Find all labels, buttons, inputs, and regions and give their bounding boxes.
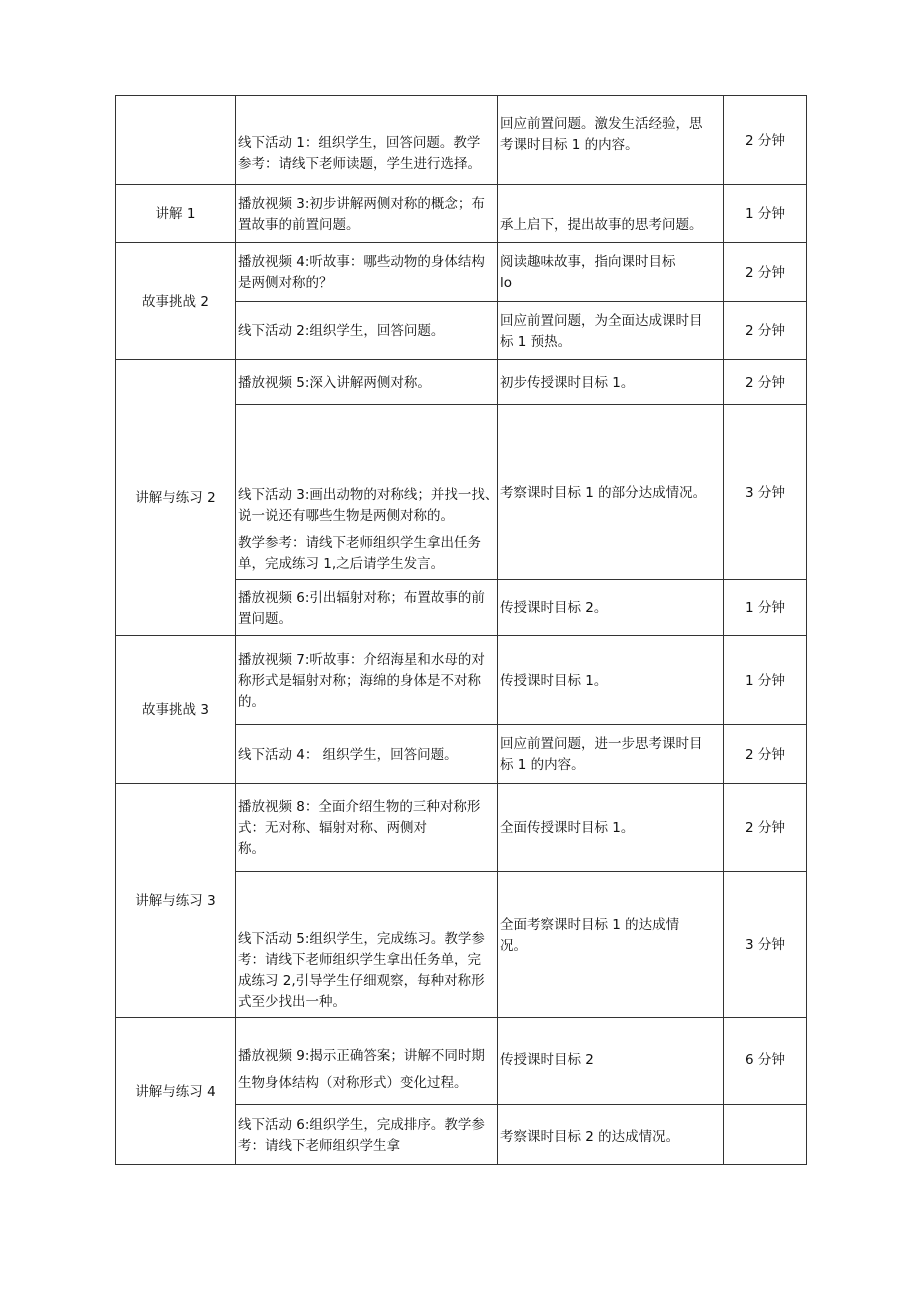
activity-line: 参考：请线下老师读题，学生进行选择。: [238, 156, 481, 172]
table-row: [116, 636, 807, 725]
activity-cell: [236, 636, 498, 725]
activity-cell: [236, 185, 498, 243]
time-cell: 3 分钟: [724, 405, 807, 580]
activity-line: 说一说还有哪些生物是两侧对称的。: [238, 508, 454, 524]
goal-cell: [498, 185, 724, 243]
activity-cell: [236, 725, 498, 784]
goal-cell: [498, 784, 724, 872]
activity-line: 播放视频 5:深入讲解两侧对称。: [238, 374, 431, 391]
activity-line: 式至少找出一种。: [238, 994, 346, 1010]
table-row: [116, 784, 807, 872]
activity-line: 生物身体结构（对称形式）变化过程。: [238, 1075, 468, 1091]
stage-cell: 讲解与练习 3: [116, 784, 236, 1018]
goal-cell: [498, 580, 724, 636]
activity-cell: [236, 784, 498, 872]
time-cell: 3 分钟: [724, 872, 807, 1018]
activity-line: 播放视频 6:引出辐射对称；布置故事的前: [238, 589, 485, 606]
activity-line: 播放视频 4:听故事：哪些动物的身体结构: [238, 254, 485, 270]
activity-line: 线下活动 3:画出动物的对称线；并找一找、: [238, 487, 499, 503]
time-cell: 1 分钟: [724, 185, 807, 243]
activity-cell: [236, 580, 498, 636]
stage-cell: 故事挑战 2: [116, 243, 236, 360]
time-cell: 2 分钟: [724, 302, 807, 360]
activity-line: 成练习 2,引导学生仔细观察，每种对称形: [238, 973, 485, 989]
goal-line: 标 1 的内容。: [500, 757, 585, 773]
time-cell: 2 分钟: [724, 243, 807, 302]
goal-cell: [498, 360, 724, 405]
activity-line: 线下活动 1：组织学生，回答问题。教学: [238, 135, 481, 151]
activity-line: 考：请线下老师组织学生拿: [238, 1137, 400, 1154]
lesson-plan-table: [115, 95, 807, 1165]
activity-line: 播放视频 3:初步讲解两侧对称的概念；布: [238, 195, 485, 212]
goal-line: [500, 194, 721, 215]
time-cell: 1 分钟: [724, 636, 807, 725]
stage-cell: 讲解 1: [116, 185, 236, 243]
time-cell: 2 分钟: [724, 360, 807, 405]
goal-line: 考课时目标 1 的内容。: [500, 137, 639, 153]
goal-line: 全面传授课时目标 1。: [500, 820, 635, 836]
activity-cell: [236, 405, 498, 580]
goal-line: 传授课时目标 2。: [500, 600, 608, 616]
time-cell: 6 分钟: [724, 1018, 807, 1105]
goal-line: 承上启下，提出故事的思考问题。: [500, 216, 703, 233]
activity-cell: [236, 1018, 498, 1105]
activity-line: 式：无对称、辐射对称、两侧对: [238, 820, 427, 836]
goal-line: 标 1 预热。: [500, 333, 572, 350]
activity-cell: [236, 96, 498, 185]
table-row: [116, 1018, 807, 1105]
activity-line: 线下活动 4： 组织学生，回答问题。: [238, 746, 458, 763]
goal-cell: [498, 1018, 724, 1105]
stage-cell: 讲解与练习 2: [116, 360, 236, 636]
stage-cell: [116, 96, 236, 185]
goal-line: 全面考察课时目标 1 的达成情: [500, 916, 680, 933]
goal-line: 回应前置问题，进一步思考课时目: [500, 736, 703, 752]
activity-line: 线下活动 2:组织学生，回答问题。: [238, 323, 445, 339]
goal-line: 况。: [500, 937, 527, 954]
activity-line: 的。: [238, 693, 265, 710]
activity-cell: [236, 360, 498, 405]
activity-line: 置问题。: [238, 610, 292, 627]
activity-cell: [236, 243, 498, 302]
goal-cell: [498, 725, 724, 784]
activity-line: 教学参考：请线下老师组织学生拿出任务: [238, 535, 481, 551]
goal-line: 阅读趣味故事，指向课时目标: [500, 254, 676, 270]
goal-line: lo: [500, 275, 513, 291]
stage-cell: 故事挑战 3: [116, 636, 236, 784]
activity-line: 考：请线下老师组织学生拿出任务单，完: [238, 952, 481, 968]
activity-line: 播放视频 8：全面介绍生物的三种对称形: [238, 799, 481, 815]
time-cell: 2 分钟: [724, 96, 807, 185]
goal-cell: [498, 96, 724, 185]
time-cell: 2 分钟: [724, 784, 807, 872]
activity-cell: [236, 872, 498, 1018]
activity-line: 播放视频 7:听故事：介绍海星和水母的对: [238, 651, 485, 668]
stage-cell: 讲解与练习 4: [116, 1018, 236, 1165]
table-row: [116, 185, 807, 243]
goal-cell: [498, 636, 724, 725]
time-cell: 2 分钟: [724, 725, 807, 784]
activity-line: 称形式是辐射对称；海绵的身体是不对称: [238, 672, 481, 689]
goal-cell: [498, 1105, 724, 1165]
time-cell: [724, 1105, 807, 1165]
goal-cell: [498, 302, 724, 360]
goal-cell: [498, 405, 724, 580]
goal-line: 初步传授课时目标 1。: [500, 374, 635, 391]
activity-cell: [236, 1105, 498, 1165]
goal-cell: [498, 243, 724, 302]
goal-line: 考察课时目标 1 的部分达成情况。: [500, 484, 707, 501]
goal-line: 回应前置问题。激发生活经验，思: [500, 116, 703, 132]
activity-line: 线下活动 5:组织学生，完成练习。教学参: [238, 931, 485, 947]
goal-line: 考察课时目标 2 的达成情况。: [500, 1129, 680, 1145]
goal-line: 传授课时目标 1。: [500, 672, 608, 689]
activity-line: 播放视频 9:揭示正确答案；讲解不同时期: [238, 1048, 485, 1064]
table-row: [116, 96, 807, 185]
activity-line: 单，完成练习 1,之后请学生发言。: [238, 556, 445, 572]
time-cell: 1 分钟: [724, 580, 807, 636]
goal-cell: [498, 872, 724, 1018]
activity-line: 称。: [238, 841, 265, 857]
table-row: [116, 243, 807, 302]
activity-line: 是两侧对称的？: [238, 275, 333, 291]
goal-line: 回应前置问题，为全面达成课时目: [500, 312, 703, 329]
activity-line: 置故事的前置问题。: [238, 216, 360, 233]
table-row: [116, 360, 807, 405]
goal-line: 传授课时目标 2: [500, 1052, 594, 1068]
activity-cell: [236, 302, 498, 360]
activity-line: 线下活动 6:组织学生，完成排序。教学参: [238, 1116, 485, 1133]
